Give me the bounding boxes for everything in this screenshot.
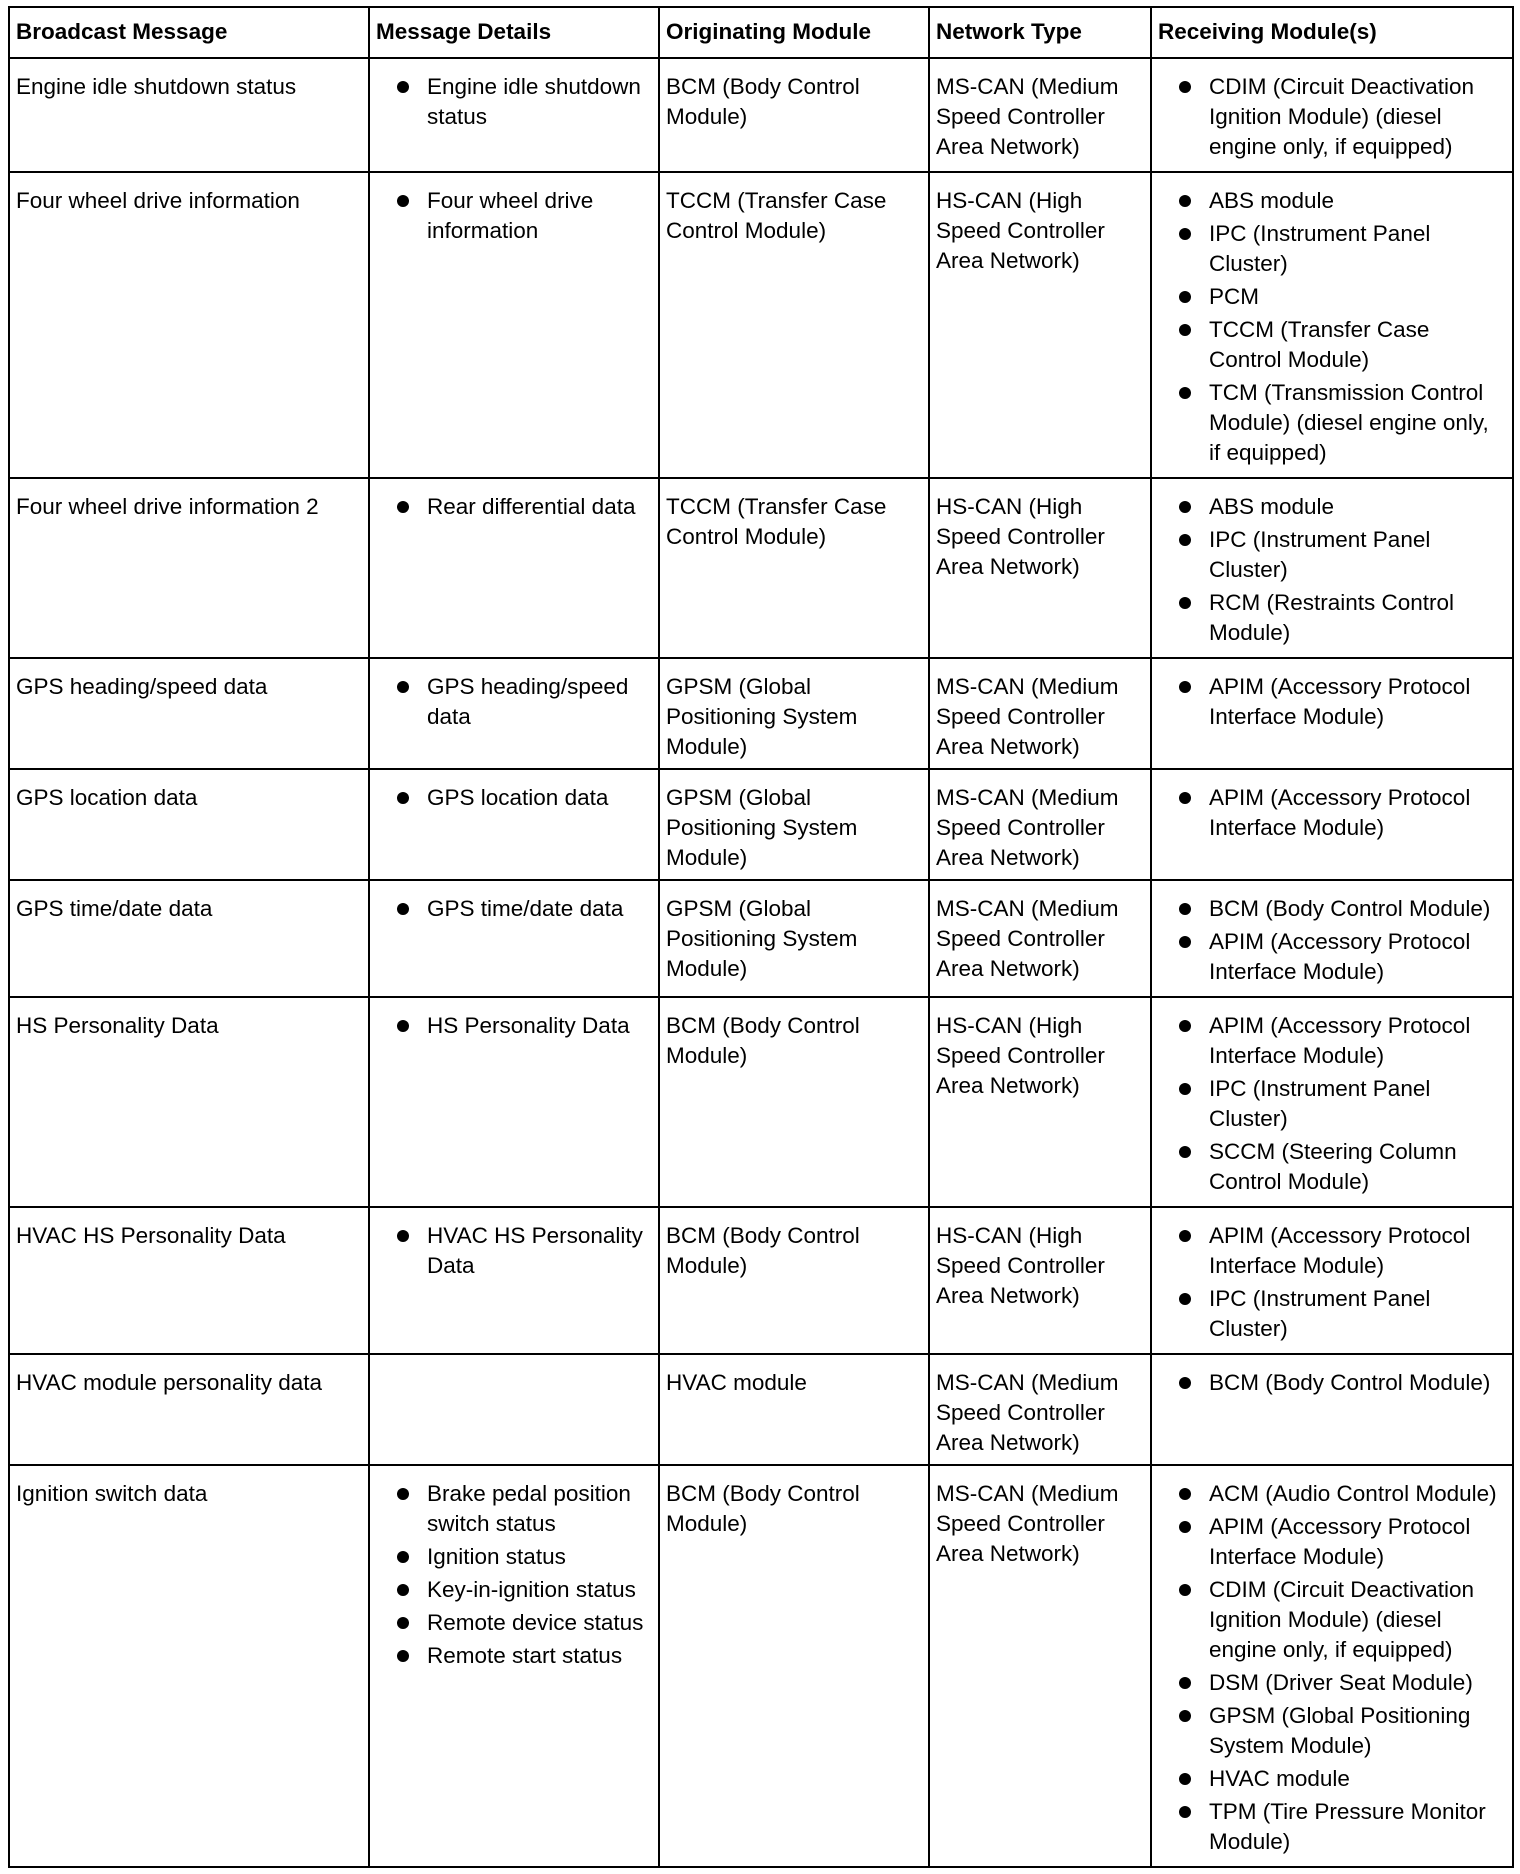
bullet-list — [376, 672, 652, 732]
message-details-cell — [369, 478, 659, 658]
receiving-module-item: CDIM (Circuit Deactivation Ignition Module) (diesel engine only, if equipped) — [1158, 1575, 1506, 1665]
message-detail-item: Brake pedal position switch status — [376, 1479, 652, 1539]
message-detail-item: HVAC HS Personality Data — [376, 1221, 652, 1281]
receiving-modules-cell — [1151, 1207, 1513, 1354]
bullet-list — [376, 894, 652, 924]
receiving-modules-cell — [1151, 172, 1513, 478]
bullet-list — [1158, 72, 1506, 162]
broadcast-message-cell — [9, 1354, 369, 1465]
receiving-modules-cell — [1151, 658, 1513, 769]
broadcast-message-cell — [9, 658, 369, 769]
receiving-modules-cell — [1151, 58, 1513, 172]
table-row — [9, 58, 1513, 172]
cell-text: GPSM (Global Positioning System Module) — [666, 674, 858, 759]
receiving-module-item: TCCM (Transfer Case Control Module) — [1158, 315, 1506, 375]
network-type-cell — [929, 880, 1151, 997]
broadcast-message-table — [8, 6, 1514, 1868]
originating-module-cell — [659, 172, 929, 478]
message-detail-item: Remote device status — [376, 1608, 652, 1638]
receiving-module-item: APIM (Accessory Protocol Interface Module) — [1158, 783, 1506, 843]
receiving-modules-cell — [1151, 997, 1513, 1207]
header-broadcast-message: Broadcast Message — [9, 7, 369, 58]
broadcast-message-cell — [9, 1207, 369, 1354]
message-details-cell — [369, 997, 659, 1207]
table-row — [9, 1354, 1513, 1465]
header-originating-module: Originating Module — [659, 7, 929, 58]
receiving-modules-cell — [1151, 880, 1513, 997]
message-detail-item: GPS time/date data — [376, 894, 652, 924]
cell-text: TCCM (Transfer Case Control Module) — [666, 494, 887, 549]
bullet-list — [1158, 1221, 1506, 1344]
table-header-row — [9, 7, 1513, 58]
header-message-details: Message Details — [369, 7, 659, 58]
cell-text: MS-CAN (Medium Speed Controller Area Network) — [936, 896, 1119, 981]
message-details-cell — [369, 1465, 659, 1867]
bullet-list — [376, 186, 652, 246]
cell-text: TCCM (Transfer Case Control Module) — [666, 188, 887, 243]
network-type-cell — [929, 172, 1151, 478]
cell-text: Engine idle shutdown status — [16, 74, 297, 99]
message-detail-item: Remote start status — [376, 1641, 652, 1671]
bullet-list — [376, 72, 652, 132]
table-row — [9, 658, 1513, 769]
bullet-list — [1158, 186, 1506, 468]
receiving-module-item: TPM (Tire Pressure Monitor Module) — [1158, 1797, 1506, 1857]
message-detail-item: HS Personality Data — [376, 1011, 652, 1041]
cell-text: BCM (Body Control Module) — [666, 1223, 860, 1278]
cell-text: MS-CAN (Medium Speed Controller Area Network) — [936, 674, 1119, 759]
cell-text: HS Personality Data — [16, 1013, 219, 1038]
message-details-cell — [369, 58, 659, 172]
cell-text: MS-CAN (Medium Speed Controller Area Network) — [936, 785, 1119, 870]
cell-text: BCM (Body Control Module) — [666, 1481, 860, 1536]
originating-module-cell — [659, 1354, 929, 1465]
bullet-list — [1158, 672, 1506, 732]
receiving-module-item: APIM (Accessory Protocol Interface Module) — [1158, 1011, 1506, 1071]
receiving-module-item: ABS module — [1158, 492, 1506, 522]
receiving-module-item: BCM (Body Control Module) — [1158, 894, 1506, 924]
receiving-module-item: PCM — [1158, 282, 1506, 312]
network-type-cell — [929, 1465, 1151, 1867]
table-row — [9, 478, 1513, 658]
originating-module-cell — [659, 58, 929, 172]
bullet-list — [1158, 1011, 1506, 1197]
network-type-cell — [929, 997, 1151, 1207]
originating-module-cell — [659, 997, 929, 1207]
receiving-module-item: APIM (Accessory Protocol Interface Module) — [1158, 1221, 1506, 1281]
table-row — [9, 1465, 1513, 1867]
table-row — [9, 997, 1513, 1207]
message-detail-item: Four wheel drive information — [376, 186, 652, 246]
receiving-module-item: APIM (Accessory Protocol Interface Module) — [1158, 672, 1506, 732]
network-type-cell — [929, 769, 1151, 880]
originating-module-cell — [659, 769, 929, 880]
receiving-module-item: SCCM (Steering Column Control Module) — [1158, 1137, 1506, 1197]
bullet-list — [1158, 1479, 1506, 1857]
cell-text: Four wheel drive information — [16, 188, 300, 213]
receiving-module-item: ABS module — [1158, 186, 1506, 216]
receiving-modules-cell — [1151, 1354, 1513, 1465]
bullet-list — [376, 1221, 652, 1281]
cell-text: BCM (Body Control Module) — [666, 74, 860, 129]
message-detail-item: Key-in-ignition status — [376, 1575, 652, 1605]
receiving-modules-cell — [1151, 1465, 1513, 1867]
message-details-cell — [369, 172, 659, 478]
receiving-modules-cell — [1151, 478, 1513, 658]
cell-text: HS-CAN (High Speed Controller Area Network) — [936, 494, 1105, 579]
network-type-cell — [929, 658, 1151, 769]
table-row — [9, 1207, 1513, 1354]
receiving-module-item: CDIM (Circuit Deactivation Ignition Module) (diesel engine only, if equipped) — [1158, 72, 1506, 162]
originating-module-cell — [659, 1465, 929, 1867]
message-details-cell — [369, 1354, 659, 1465]
message-detail-item: GPS heading/speed data — [376, 672, 652, 732]
table-body — [9, 58, 1513, 1867]
table-row — [9, 880, 1513, 997]
receiving-module-item: APIM (Accessory Protocol Interface Module) — [1158, 1512, 1506, 1572]
cell-text: HS-CAN (High Speed Controller Area Network) — [936, 1013, 1105, 1098]
cell-text: GPS location data — [16, 785, 198, 810]
broadcast-message-cell — [9, 997, 369, 1207]
broadcast-message-cell — [9, 478, 369, 658]
receiving-modules-cell — [1151, 769, 1513, 880]
header-receiving-modules: Receiving Module(s) — [1151, 7, 1513, 58]
header-network-type: Network Type — [929, 7, 1151, 58]
cell-text: HS-CAN (High Speed Controller Area Network) — [936, 1223, 1105, 1308]
bullet-list — [1158, 783, 1506, 843]
originating-module-cell — [659, 478, 929, 658]
receiving-module-item: ACM (Audio Control Module) — [1158, 1479, 1506, 1509]
cell-text: HVAC HS Personality Data — [16, 1223, 286, 1248]
receiving-module-item: BCM (Body Control Module) — [1158, 1368, 1506, 1398]
table-row — [9, 172, 1513, 478]
bullet-list — [1158, 1368, 1506, 1398]
receiving-module-item: IPC (Instrument Panel Cluster) — [1158, 1284, 1506, 1344]
originating-module-cell — [659, 658, 929, 769]
cell-text: GPSM (Global Positioning System Module) — [666, 785, 858, 870]
receiving-module-item: HVAC module — [1158, 1764, 1506, 1794]
message-detail-item: Rear differential data — [376, 492, 652, 522]
receiving-module-item: IPC (Instrument Panel Cluster) — [1158, 219, 1506, 279]
message-details-cell — [369, 769, 659, 880]
receiving-module-item: IPC (Instrument Panel Cluster) — [1158, 525, 1506, 585]
cell-text: Ignition switch data — [16, 1481, 208, 1506]
broadcast-message-cell — [9, 58, 369, 172]
cell-text: HVAC module — [666, 1370, 807, 1395]
message-detail-item: Engine idle shutdown status — [376, 72, 652, 132]
network-type-cell — [929, 478, 1151, 658]
cell-text: MS-CAN (Medium Speed Controller Area Network) — [936, 1481, 1119, 1566]
cell-text: GPS heading/speed data — [16, 674, 268, 699]
receiving-module-item: GPSM (Global Positioning System Module) — [1158, 1701, 1506, 1761]
cell-text: HVAC module personality data — [16, 1370, 322, 1395]
message-details-cell — [369, 658, 659, 769]
cell-text: GPS time/date data — [16, 896, 213, 921]
receiving-module-item: APIM (Accessory Protocol Interface Module) — [1158, 927, 1506, 987]
cell-text: Four wheel drive information 2 — [16, 494, 319, 519]
bullet-list — [376, 492, 652, 522]
bullet-list — [376, 1011, 652, 1041]
bullet-list — [376, 783, 652, 813]
receiving-module-item: TCM (Transmission Control Module) (diesel engine only, if equipped) — [1158, 378, 1506, 468]
network-type-cell — [929, 1207, 1151, 1354]
cell-text: MS-CAN (Medium Speed Controller Area Network) — [936, 1370, 1119, 1455]
receiving-module-item: DSM (Driver Seat Module) — [1158, 1668, 1506, 1698]
table-row — [9, 769, 1513, 880]
broadcast-message-cell — [9, 880, 369, 997]
message-details-cell — [369, 880, 659, 997]
bullet-list — [1158, 492, 1506, 648]
message-details-cell — [369, 1207, 659, 1354]
originating-module-cell — [659, 880, 929, 997]
cell-text: BCM (Body Control Module) — [666, 1013, 860, 1068]
receiving-module-item: RCM (Restraints Control Module) — [1158, 588, 1506, 648]
broadcast-message-cell — [9, 172, 369, 478]
network-type-cell — [929, 1354, 1151, 1465]
broadcast-message-cell — [9, 769, 369, 880]
broadcast-message-cell — [9, 1465, 369, 1867]
bullet-list — [376, 1479, 652, 1671]
network-type-cell — [929, 58, 1151, 172]
cell-text: GPSM (Global Positioning System Module) — [666, 896, 858, 981]
bullet-list — [1158, 894, 1506, 987]
cell-text: HS-CAN (High Speed Controller Area Network) — [936, 188, 1105, 273]
message-detail-item: Ignition status — [376, 1542, 652, 1572]
receiving-module-item: IPC (Instrument Panel Cluster) — [1158, 1074, 1506, 1134]
cell-text: MS-CAN (Medium Speed Controller Area Network) — [936, 74, 1119, 159]
message-detail-item: GPS location data — [376, 783, 652, 813]
originating-module-cell — [659, 1207, 929, 1354]
